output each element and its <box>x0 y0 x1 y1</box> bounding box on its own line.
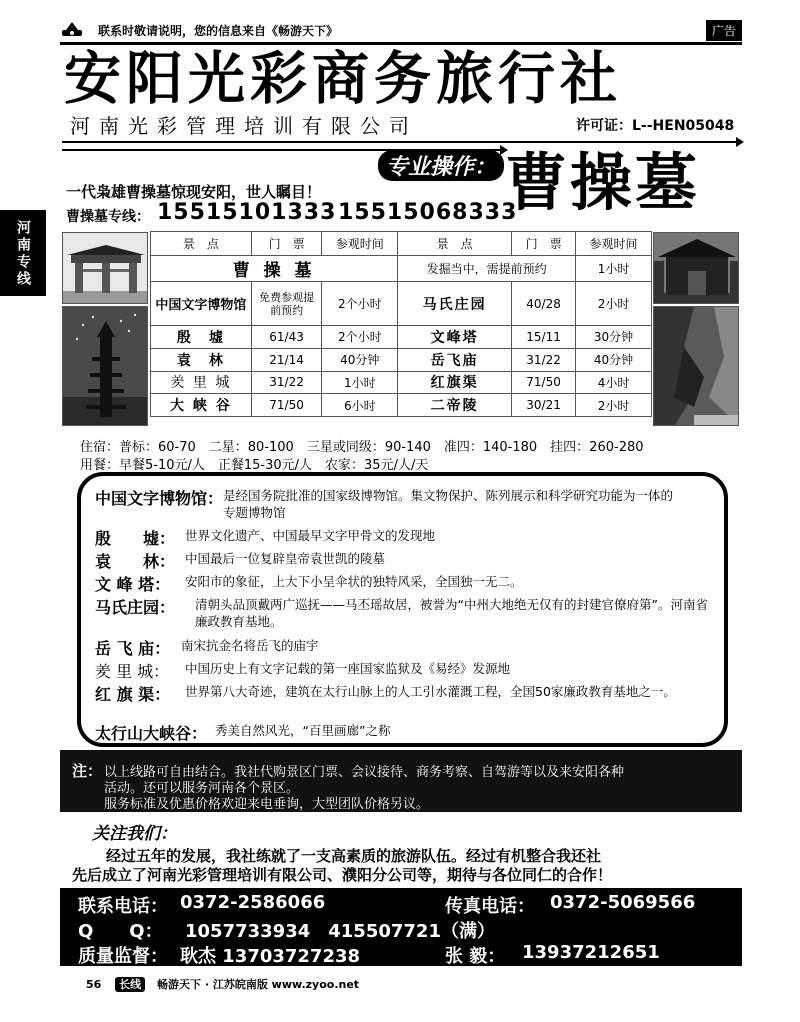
column-header: 参观时间 <box>576 232 652 256</box>
temple-gate-photo <box>653 232 739 304</box>
column-header: 门 票 <box>251 232 321 256</box>
supervisor-label: 张 毅： <box>445 946 506 967</box>
ticket-price: 免费参观提前预约 <box>251 282 321 326</box>
supervisor-contact[interactable]: 耿杰 13703727238 <box>180 946 361 967</box>
table-row <box>151 282 652 326</box>
notes-line: 活动。还可以服务河南各个景区。 <box>104 781 300 796</box>
footer-text: 畅游天下 · 江苏皖南版 www.zyoo.net <box>157 978 360 991</box>
spot-name: 岳飞庙 <box>398 348 512 371</box>
pro-operation-label: 专业操作： <box>378 150 504 181</box>
fax-label: 传真电话： <box>445 896 535 917</box>
attractions-table <box>150 231 652 417</box>
table-row <box>151 394 652 417</box>
list-item <box>95 526 435 549</box>
desc-name: 袁 林： <box>95 552 176 571</box>
supervisor-contact[interactable]: 13937212651 <box>522 942 660 963</box>
visit-time: 40分钟 <box>576 348 652 371</box>
source-note: 联系时敬请说明，您的信息来自《畅游天下》 <box>98 24 339 38</box>
canyon-cliff-photo <box>653 306 739 426</box>
spot-name: 二帝陵 <box>398 394 512 417</box>
list-item <box>95 486 715 521</box>
company-subtitle: 河南光彩管理培训有限公司 <box>70 114 418 138</box>
ticket-price: 21/14 <box>251 348 321 371</box>
henan-line-tab: 河南专线 <box>0 210 46 296</box>
desc-name: 中国文字博物馆： <box>95 489 224 508</box>
list-item <box>95 682 715 705</box>
phone-label: 联系电话： <box>78 896 168 917</box>
top-bar <box>60 18 742 44</box>
desc-name: 岳 飞 庙： <box>95 639 171 658</box>
spot-name: 殷 墟 <box>151 326 252 349</box>
column-header: 门 票 <box>512 232 576 256</box>
list-item <box>95 572 523 595</box>
ticket-price: 31/22 <box>251 371 321 394</box>
desc-name: 马氏庄园： <box>95 598 176 617</box>
desc-text: 世界第八大奇迹，建筑在太行山脉上的人工引水灌溉工程，全国50家廉政教育基地之一。 <box>185 684 676 699</box>
desc-text: 是经国务院批准的国家级博物馆。集文物保护、陈列展示和科学研究功能为一体的专题博物馆 <box>223 488 674 520</box>
qq-number[interactable]: 1057733934 415507721（满） <box>185 921 495 942</box>
spot-name: 袁 林 <box>151 348 252 371</box>
spot-name: 大 峡 谷 <box>151 394 252 417</box>
visit-time: 1小时 <box>322 371 398 394</box>
follow-us-text: 先后成立了河南光彩管理培训有限公司、濮阳分公司等，期待与各位同仁的合作！ <box>72 866 613 884</box>
arrow-divider <box>62 141 738 143</box>
desc-text: 秀美自然风光，“百里画廊”之称 <box>215 723 391 738</box>
spot-name: 曹 操 墓 <box>151 256 398 282</box>
visit-time: 2小时 <box>576 394 652 417</box>
ticket-price: 71/50 <box>251 394 321 417</box>
magazine-logo-icon <box>62 21 82 37</box>
desc-text: 世界文化遗产、中国最早文字甲骨文的发现地 <box>185 528 436 543</box>
supervisor-label: 质量监督： <box>78 946 168 967</box>
table-row <box>151 256 652 282</box>
follow-us-title: 关注我们： <box>92 824 177 844</box>
hotline-number[interactable]: 15515068333 <box>338 200 518 225</box>
ticket-price: 71/50 <box>512 371 576 394</box>
table-header-row <box>151 232 652 256</box>
qq-label: Q Q： <box>78 921 163 942</box>
phone-number[interactable]: 0372-2586066 <box>180 892 326 913</box>
visit-time: 6小时 <box>322 394 398 417</box>
follow-us-text: 经过五年的发展，我社练就了一支高素质的旅游队伍。经过有机整合我还社 <box>106 847 602 865</box>
table-row <box>151 348 652 371</box>
promo-title: 曹操墓 <box>505 146 701 219</box>
top-divider <box>60 42 742 45</box>
visit-time: 4小时 <box>576 371 652 394</box>
fax-number[interactable]: 0372-5069566 <box>550 892 696 913</box>
ticket-price: 30/21 <box>512 394 576 417</box>
desc-text: 中国最后一位复辟皇帝袁世凯的陵墓 <box>185 551 386 566</box>
notes-label: 注： <box>72 762 103 780</box>
page-number: 56 <box>86 978 102 991</box>
ticket-price: 40/28 <box>512 282 576 326</box>
company-name: 安阳光彩商务旅行社 <box>64 46 622 112</box>
desc-name: 殷 墟： <box>95 529 176 548</box>
visit-time: 2个小时 <box>322 326 398 349</box>
list-item <box>95 659 510 682</box>
list-item <box>95 549 385 572</box>
visit-time: 1小时 <box>576 256 652 282</box>
desc-text: 南宋抗金名将岳飞的庙宇 <box>181 638 319 653</box>
notes-panel <box>60 750 742 812</box>
visit-time: 30分钟 <box>576 326 652 349</box>
archway-photo <box>62 232 148 304</box>
page-footer <box>86 976 359 992</box>
list-item <box>95 636 319 659</box>
list-item <box>95 595 715 630</box>
column-header: 参观时间 <box>322 232 398 256</box>
spot-name: 马氏庄园 <box>398 282 512 326</box>
hotline-label: 曹操墓专线： <box>66 209 150 225</box>
spot-note: 发掘当中，需提前预约 <box>398 256 576 282</box>
list-item <box>95 721 390 744</box>
desc-name: 文 峰 塔： <box>95 575 171 594</box>
column-header: 景 点 <box>398 232 512 256</box>
visit-time: 2个小时 <box>322 282 398 326</box>
spot-name: 羑 里 城 <box>151 371 252 394</box>
spot-name: 红旗渠 <box>398 371 512 394</box>
visit-time: 2小时 <box>576 282 652 326</box>
desc-text: 安阳市的象征，上大下小呈伞状的独特风采，全国独一无二。 <box>185 574 523 589</box>
attraction-descriptions <box>77 472 728 747</box>
column-header: 景 点 <box>151 232 252 256</box>
ticket-price: 31/22 <box>512 348 576 371</box>
visit-time: 40分钟 <box>322 348 398 371</box>
ticket-price: 15/11 <box>512 326 576 349</box>
table-row <box>151 326 652 349</box>
ticket-price: 61/43 <box>251 326 321 349</box>
notes-line: 以上线路可自由结合。我社代购景区门票、会议接待、商务考察、自驾游等以及来安阳各种 <box>104 765 625 780</box>
ad-badge: 广告 <box>706 20 742 41</box>
desc-name: 太行山大峡谷： <box>95 724 208 743</box>
notes-line: 服务标准及优惠价格欢迎来电垂询，大型团队价格另议。 <box>104 797 430 812</box>
lodging-prices: 住宿：普标：60-70 二星：80-100 三星或同级：90-140 准四：140-180 挂四：260-280 <box>80 440 644 455</box>
table-row <box>151 371 652 394</box>
contact-panel <box>60 888 742 966</box>
hotline-number[interactable]: 15515101333 <box>157 200 337 225</box>
pagoda-photo <box>62 306 148 426</box>
desc-text: 清朝头品顶戴两广巡抚——马丕瑶故居，被誉为“中州大地绝无仅有的封建官僚府第”。河南省廉政教育基地。 <box>195 597 708 629</box>
spot-name: 文峰塔 <box>398 326 512 349</box>
meal-prices: 用餐：早餐5-10元/人 正餐15-30元/人 农家：35元/人/天 <box>80 458 429 473</box>
promo-slogan: 一代枭雄曹操墓惊现安阳，世人瞩目！ <box>66 183 322 201</box>
license-number: 许可证：L--HEN05048 <box>576 118 735 134</box>
desc-text: 中国历史上有文字记载的第一座国家监狱及《易经》发源地 <box>185 661 511 676</box>
desc-name: 红 旗 渠： <box>95 685 171 704</box>
spot-name: 中国文字博物馆 <box>151 282 252 326</box>
desc-name: 羑 里 城： <box>95 662 170 681</box>
section-tag: 长线 <box>115 977 145 992</box>
